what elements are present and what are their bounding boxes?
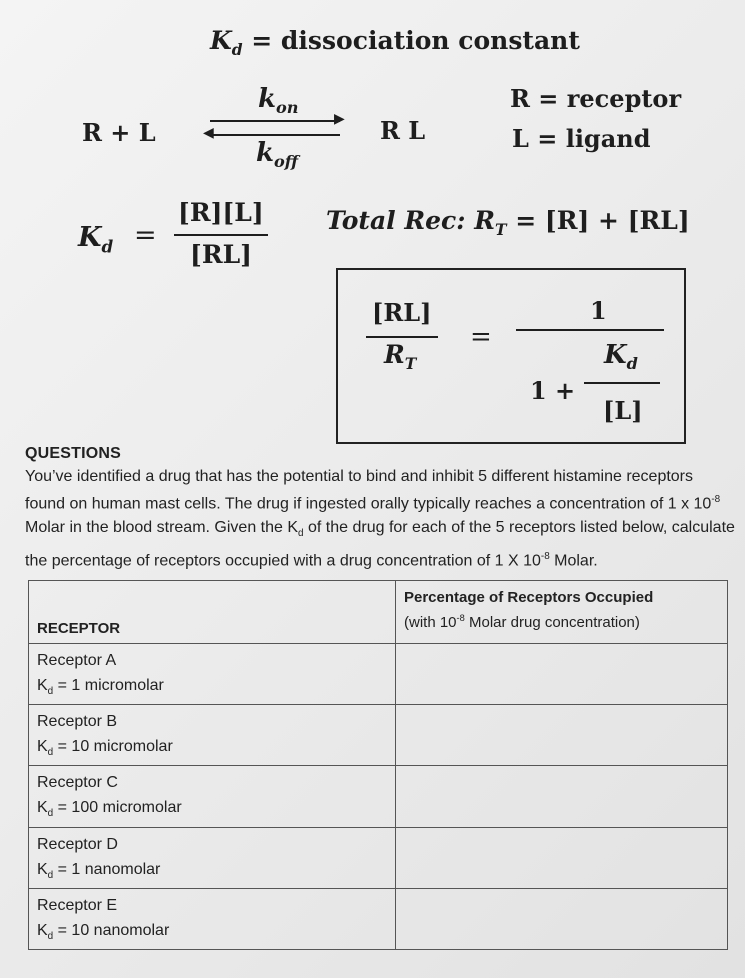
occupancy-lhs-denominator [384,340,416,373]
reverse-arrow-line [210,134,340,136]
receptor-table [28,580,728,950]
kd-symbol [78,222,113,256]
occupancy-rhs-numerator: 1 [590,296,607,325]
questions-text: You’ve identified a drug that has the potential to bind and inhibit 5 different histamine receptors found on human mast cells. The drug if ingested orally typically reaches a concentration of 1 x $10^{-8}$ Molar in the blood stream. Given the $K_d$ of the drug for each of the 5 receptors listed below, calculate the percentage of receptors occupied with a drug concentration of 1 X $10^{-8}$ Molar. [25,468,735,570]
occupancy-equals: = [470,322,492,352]
receptor-name: Receptor E [37,896,118,914]
table-row [29,827,728,888]
receptor-name: Receptor B [37,713,118,731]
legend-receptor: R = receptor [510,84,682,113]
receptor-cell [29,766,396,827]
occupancy-one-plus: 1 + [530,376,576,405]
total-rest: = [R] + [RL] [506,206,690,235]
forward-arrow-line [210,120,340,122]
kon-label [258,84,298,117]
table-row [29,766,728,827]
kd-k: K [78,222,102,253]
receptor-column-header: RECEPTOR [29,581,396,644]
title-text: = dissociation constant [242,26,580,55]
table-row [29,888,728,949]
kon-k: k [258,84,277,114]
occupancy-kd-k: K [604,340,627,370]
answer-cell[interactable] [396,888,728,949]
total-sub: T [494,220,507,239]
receptor-kd: $K_d = 10$ micromolar [37,738,173,759]
title-k-sub: d [231,40,243,59]
table-header-row [29,581,728,644]
occupancy-rt-r: R [384,340,405,369]
occupancy-kd [604,340,638,373]
receptor-kd: $K_d = 1$ nanomolar [37,860,161,881]
answer-cell[interactable] [396,827,728,888]
occupancy-kd-bar [584,382,660,384]
answer-cell[interactable] [396,705,728,766]
koff-label [256,138,298,171]
title-k: K [210,26,232,55]
questions-heading: QUESTIONS [25,445,122,462]
reaction-right: R L [380,116,426,145]
receptor-kd: $K_d = 100$ micromolar [37,799,182,820]
total-receptors [326,206,690,239]
receptor-cell [29,705,396,766]
kon-sub: on [276,98,299,118]
kd-numerator: [R][L] [178,198,264,227]
total-label: Total Rec: [326,206,475,235]
koff-k: k [256,138,275,168]
receptor-kd: $K_d = 1$ micromolar [37,677,164,698]
kd-sub: d [101,236,114,257]
table-row [29,644,728,705]
forward-arrowhead-icon: ▶ [334,112,345,127]
koff-sub: off [274,152,299,172]
occupancy-lhs-bar [366,336,438,338]
receptor-name: Receptor C [37,774,118,792]
table-row [29,705,728,766]
percentage-column-header: Percentage of Receptors Occupied (with $10^{-8}$ Molar drug concentration) [396,581,728,644]
receptor-cell [29,827,396,888]
answer-cell[interactable] [396,766,728,827]
receptor-name: Receptor A [37,652,117,669]
occupancy-kd-sub: d [626,354,638,374]
total-r: R [474,206,495,235]
kd-equals: = [134,220,157,251]
reaction-left: R + L [82,118,156,147]
reverse-arrowhead-icon: ◀ [203,126,214,141]
receptor-cell [29,888,396,949]
occupancy-rt-sub: T [404,354,417,373]
receptor-cell [29,644,396,705]
questions-section [25,442,735,573]
kd-fraction-bar [174,234,268,236]
receptor-kd: $K_d = 10$ nanomolar [37,921,170,942]
occupancy-kd-denominator: [L] [603,396,643,425]
kd-denominator: [RL] [190,240,253,269]
page-title [210,26,580,59]
answer-cell[interactable] [396,644,728,705]
occupancy-lhs-numerator: [RL] [372,298,432,327]
legend-ligand: L = ligand [512,124,651,153]
receptor-name: Receptor D [37,835,118,853]
occupancy-rhs-main-bar [516,329,664,331]
